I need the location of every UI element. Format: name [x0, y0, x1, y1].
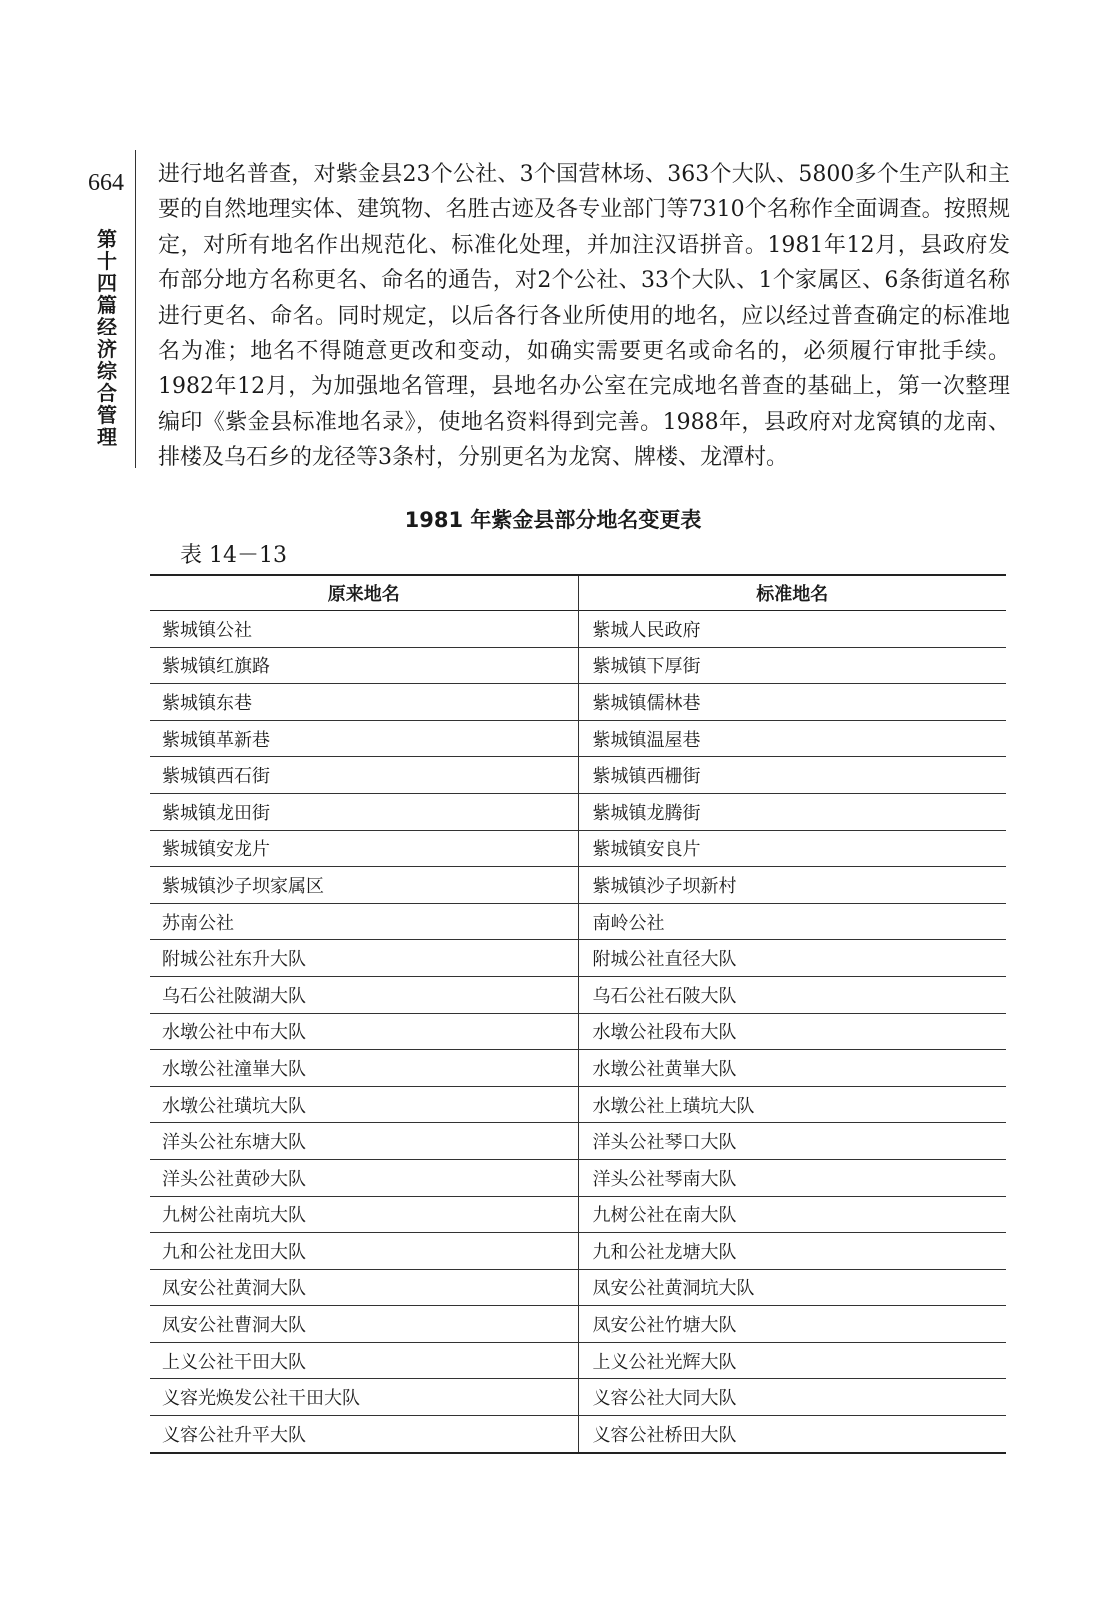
- standard-name-cell: 紫城镇儒林巷: [578, 684, 1006, 721]
- standard-name-cell: 水墩公社黄崋大队: [578, 1050, 1006, 1087]
- standard-name-cell: 紫城镇安良片: [578, 830, 1006, 867]
- original-name-cell: 义容光焕发公社干田大队: [150, 1379, 578, 1416]
- standard-name-cell: 凤安公社黄洞坑大队: [578, 1269, 1006, 1306]
- table-row: [150, 1123, 1006, 1160]
- table-row: [150, 903, 1006, 940]
- table-row: [150, 1086, 1006, 1123]
- original-name-cell: 凤安公社曹洞大队: [150, 1306, 578, 1343]
- table-row: [150, 684, 1006, 721]
- standard-name-cell: 附城公社直径大队: [578, 940, 1006, 977]
- original-name-cell: 紫城镇沙子坝家属区: [150, 867, 578, 904]
- original-name-cell: 乌石公社陂湖大队: [150, 976, 578, 1013]
- original-name-cell: 苏南公社: [150, 903, 578, 940]
- standard-name-cell: 洋头公社琴口大队: [578, 1123, 1006, 1160]
- original-name-cell: 紫城镇安龙片: [150, 830, 578, 867]
- standard-name-cell: 九和公社龙塘大队: [578, 1233, 1006, 1270]
- standard-name-cell: 义容公社大同大队: [578, 1379, 1006, 1416]
- original-name-cell: 凤安公社黄洞大队: [150, 1269, 578, 1306]
- original-name-cell: 上义公社干田大队: [150, 1342, 578, 1379]
- original-name-cell: 紫城镇西石街: [150, 757, 578, 794]
- standard-name-cell: 紫城人民政府: [578, 611, 1006, 648]
- standard-name-cell: 紫城镇沙子坝新村: [578, 867, 1006, 904]
- original-name-cell: 紫城镇红旗路: [150, 647, 578, 684]
- table-row: [150, 1379, 1006, 1416]
- standard-name-cell: 水墩公社上璜坑大队: [578, 1086, 1006, 1123]
- original-name-cell: 九树公社南坑大队: [150, 1196, 578, 1233]
- table-row: [150, 1233, 1006, 1270]
- standard-name-cell: 水墩公社段布大队: [578, 1013, 1006, 1050]
- original-name-cell: 洋头公社东塘大队: [150, 1123, 578, 1160]
- table-label: 表 14－13: [180, 543, 287, 568]
- standard-name-cell: 紫城镇西栅街: [578, 757, 1006, 794]
- standard-name-cell: 洋头公社琴南大队: [578, 1159, 1006, 1196]
- original-name-cell: 紫城镇龙田街: [150, 793, 578, 830]
- table-title: 1981 年紫金县部分地名变更表: [404, 508, 702, 532]
- table-row: [150, 940, 1006, 977]
- standard-name-cell: 紫城镇温屋巷: [578, 720, 1006, 757]
- standard-name-cell: 南岭公社: [578, 903, 1006, 940]
- original-name-cell: 附城公社东升大队: [150, 940, 578, 977]
- table-row: [150, 1013, 1006, 1050]
- standard-name-cell: 乌石公社石陂大队: [578, 976, 1006, 1013]
- original-name-cell: 九和公社龙田大队: [150, 1233, 578, 1270]
- standard-name-cell: 九树公社在南大队: [578, 1196, 1006, 1233]
- table-row: [150, 1269, 1006, 1306]
- standard-name-cell: 紫城镇下厚街: [578, 647, 1006, 684]
- page-number: 664: [88, 170, 124, 196]
- table-row: [150, 647, 1006, 684]
- standard-name-cell: 凤安公社竹塘大队: [578, 1306, 1006, 1343]
- place-name-table: [150, 574, 1006, 1454]
- table-header-row: [150, 575, 1006, 611]
- section-side-label: 第十四篇 经济综合管理: [97, 227, 117, 449]
- header-standard-name: 标准地名: [756, 584, 829, 605]
- table-row: [150, 1159, 1006, 1196]
- table-body: [150, 611, 1006, 1453]
- table-row: [150, 720, 1006, 757]
- original-name-cell: 紫城镇东巷: [150, 684, 578, 721]
- table-row: [150, 793, 1006, 830]
- body-paragraph: 进行地名普查，对紫金县23个公社、3个国营林场、363个大队、5800多个生产队和主要的自然地理实体、建筑物、名胜古迹及各专业部门等7310个名称作全面调查。按照规定，对所有地名作出规范化、标准化处理，并加注汉语拼音。1981年12月，县政府发布部分地方名称更名、命名的通告，对2个公社、33个大队、1个家属区、6条街道名称进行更名、命名。同时规定，以后各行各业所使用的地名，应以经过普查确定的标准地名为准；地名不得随意更改和变动，如确实需要更名或命名的，必须履行审批手续。1982年12月，为加强地名管理，县地名办公室在完成地名普查的基础上，第一次整理编印《紫金县标准地名录》，使地名资料得到完善。1988年，县政府对龙窝镇的龙南、排楼及乌石乡的龙径等3条村，分别更名为龙窝、牌楼、龙潭村。: [158, 162, 1010, 471]
- original-name-cell: 水墩公社中布大队: [150, 1013, 578, 1050]
- side-divider: [135, 150, 136, 468]
- original-name-cell: 紫城镇公社: [150, 611, 578, 648]
- table-row: [150, 1196, 1006, 1233]
- standard-name-cell: 上义公社光辉大队: [578, 1342, 1006, 1379]
- original-name-cell: 洋头公社黄砂大队: [150, 1159, 578, 1196]
- table-row: [150, 1050, 1006, 1087]
- table-row: [150, 1416, 1006, 1453]
- table-row: [150, 757, 1006, 794]
- original-name-cell: 水墩公社潼崋大队: [150, 1050, 578, 1087]
- table-row: [150, 976, 1006, 1013]
- table-row: [150, 867, 1006, 904]
- original-name-cell: 水墩公社璜坑大队: [150, 1086, 578, 1123]
- original-name-cell: 义容公社升平大队: [150, 1416, 578, 1453]
- standard-name-cell: 义容公社桥田大队: [578, 1416, 1006, 1453]
- table-row: [150, 1306, 1006, 1343]
- table-row: [150, 1342, 1006, 1379]
- header-original-name: 原来地名: [150, 575, 578, 611]
- original-name-cell: 紫城镇革新巷: [150, 720, 578, 757]
- standard-name-cell: 紫城镇龙腾街: [578, 793, 1006, 830]
- table-row: [150, 830, 1006, 867]
- table-row: [150, 611, 1006, 648]
